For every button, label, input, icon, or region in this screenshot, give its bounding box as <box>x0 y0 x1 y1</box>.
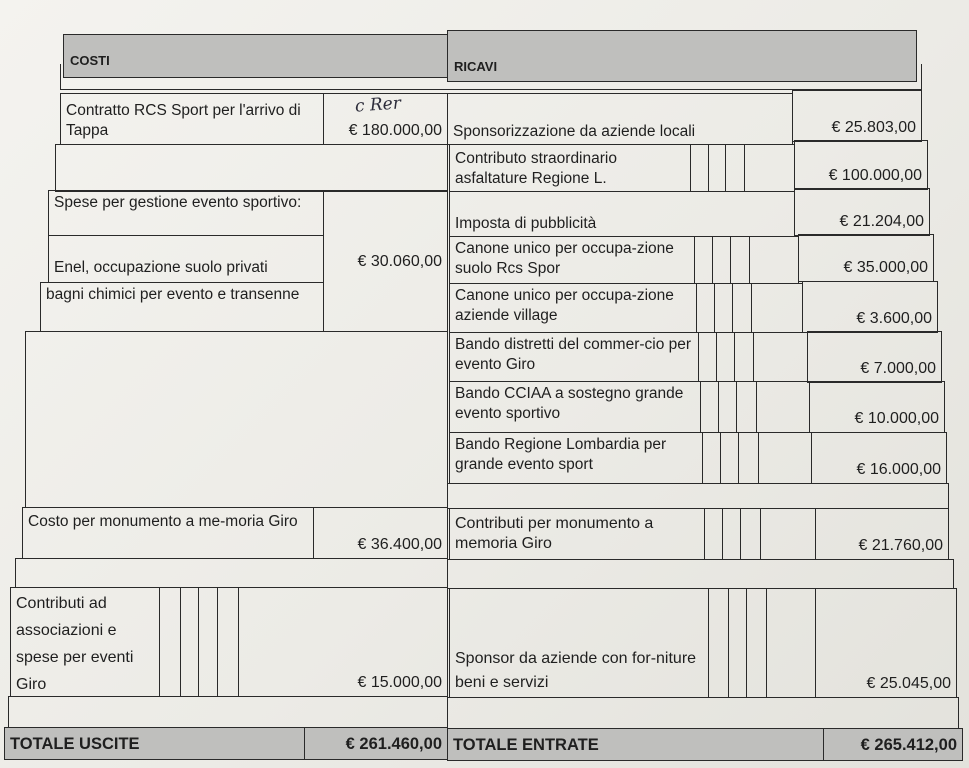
costi-associazioni-label: Contributi ad associazioni e spese per eventi Giro <box>10 587 160 697</box>
handwritten-note: c Rer <box>354 93 402 117</box>
costi-spacer-2 <box>15 558 448 588</box>
ricavi-canone-rcs-grid <box>694 236 799 284</box>
costi-rcs-amount: € 180.000,00 <box>323 93 448 145</box>
header-spacer <box>60 64 922 90</box>
totale-entrate-amount: € 265.412,00 <box>823 728 963 761</box>
grid-line <box>753 332 754 382</box>
ricavi-forniture-grid <box>708 588 816 698</box>
grid-line <box>746 588 747 698</box>
grid-line <box>217 587 218 697</box>
ricavi-pubblicita-label: Imposta di pubblicità <box>449 191 795 237</box>
costi-associazioni-amount: € 15.000,00 <box>238 587 448 697</box>
grid-line <box>708 144 709 192</box>
totale-uscite-label: TOTALE USCITE <box>4 727 305 760</box>
costi-rcs-label: Contratto RCS Sport per l'arrivo di Tappa <box>60 93 324 145</box>
ricavi-lombardia-grid <box>702 432 812 484</box>
ricavi-cciaa-label: Bando CCIAA a sostegno grande evento sportivo <box>449 381 701 433</box>
ricavi-monumento-label: Contributi per monumento a memoria Giro <box>449 508 705 560</box>
grid-line <box>744 144 745 192</box>
ricavi-asfaltature-amount: € 100.000,00 <box>794 140 928 190</box>
grid-line <box>749 236 750 284</box>
grid-line <box>756 381 757 433</box>
ricavi-spacer-3 <box>447 697 959 729</box>
grid-line <box>728 588 729 698</box>
ricavi-distretti-label: Bando distretti del commer-cio per evento Giro <box>449 332 699 382</box>
grid-line <box>725 144 726 192</box>
grid-line <box>758 432 759 484</box>
grid-line <box>198 587 199 697</box>
costi-monumento-amount: € 36.400,00 <box>313 507 448 559</box>
costi-enel-label: Enel, occupazione suolo privati <box>48 235 324 283</box>
ricavi-forniture-amount: € 25.045,00 <box>815 588 957 698</box>
header-ricavi: RICAVI <box>447 30 917 82</box>
ricavi-cciaa-amount: € 10.000,00 <box>809 381 945 433</box>
header-costi: COSTI <box>63 34 448 78</box>
grid-line <box>718 381 719 433</box>
grid-line <box>714 283 715 333</box>
ricavi-canone-rcs-amount: € 35.000,00 <box>798 234 934 282</box>
ricavi-forniture-label: Sponsor da aziende con for-niture beni e servizi <box>449 588 709 698</box>
grid-line <box>734 332 735 382</box>
ricavi-canone-village-amount: € 3.600,00 <box>802 281 938 333</box>
costi-associazioni-grid <box>159 587 239 697</box>
ricavi-asfaltature-grid <box>690 144 795 192</box>
ricavi-canone-rcs-label: Canone unico per occupa-zione suolo Rcs Spor <box>449 236 695 284</box>
grid-line <box>736 381 737 433</box>
costi-bagni-label: bagni chimici per evento e transenne <box>40 282 324 332</box>
grid-line <box>751 283 752 333</box>
grid-line <box>732 283 733 333</box>
grid-line <box>722 508 723 560</box>
totale-uscite-amount: € 261.460,00 <box>304 727 448 760</box>
costi-spacer-1 <box>55 144 448 192</box>
grid-line <box>716 332 717 382</box>
grid-line <box>766 588 767 698</box>
costi-gestione-label: Spese per gestione evento sportivo: <box>48 190 324 236</box>
ricavi-spacer-1 <box>447 483 949 509</box>
costi-spacer-3 <box>8 696 448 728</box>
grid-line <box>712 236 713 284</box>
ricavi-canone-village-grid <box>696 283 803 333</box>
ricavi-lombardia-label: Bando Regione Lombardia per grande evento sport <box>449 432 703 484</box>
ricavi-spacer-2 <box>447 559 954 589</box>
ricavi-sponsor-locali-label: Sponsorizzazione da aziende locali <box>447 93 793 145</box>
costi-monumento-label: Costo per monumento a me-moria Giro <box>22 507 314 559</box>
ricavi-sponsor-locali-amount: € 25.803,00 <box>792 90 922 142</box>
grid-line <box>760 508 761 560</box>
grid-line <box>738 432 739 484</box>
ricavi-canone-village-label: Canone unico per occupa-zione aziende village <box>449 283 697 333</box>
costi-blank-area <box>25 331 448 508</box>
ricavi-asfaltature-label: Contributo straordinario asfaltature Regione L. <box>449 144 691 192</box>
ricavi-lombardia-amount: € 16.000,00 <box>811 432 947 484</box>
ricavi-pubblicita-amount: € 21.204,00 <box>794 188 930 236</box>
ricavi-monumento-amount: € 21.760,00 <box>815 508 949 560</box>
costi-gestione-amount: € 30.060,00 <box>323 190 448 332</box>
grid-line <box>730 236 731 284</box>
grid-line <box>180 587 181 697</box>
grid-line <box>720 432 721 484</box>
ricavi-distretti-amount: € 7.000,00 <box>807 331 942 383</box>
totale-entrate-label: TOTALE ENTRATE <box>447 728 824 761</box>
ricavi-cciaa-grid <box>700 381 810 433</box>
grid-line <box>740 508 741 560</box>
